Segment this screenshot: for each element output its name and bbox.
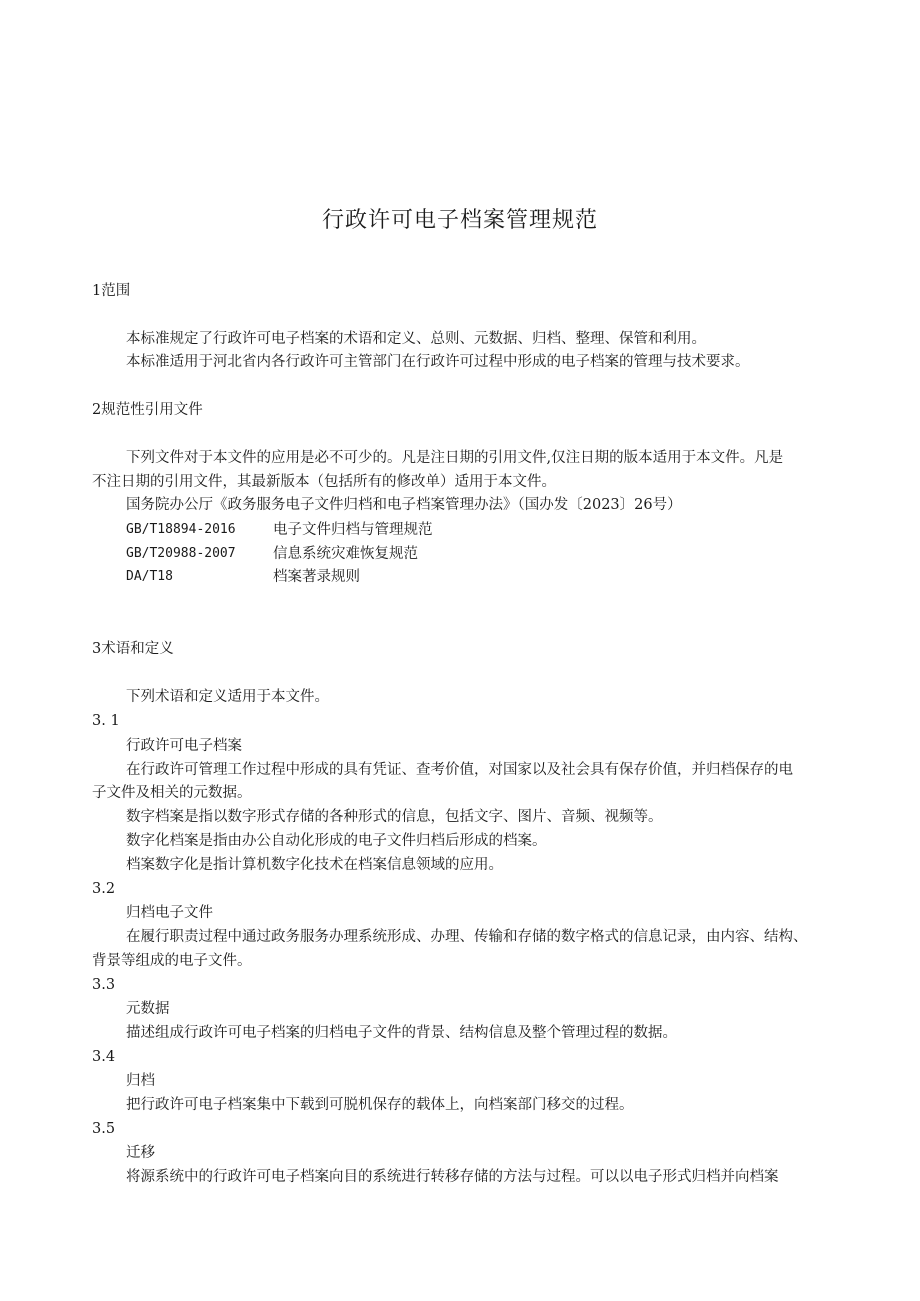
term-name: 归档电子文件 [126, 905, 213, 921]
reference-name: 电子文件归档与管理规范 [273, 522, 433, 538]
term-definition: 描述组成行政许可电子档案的归档电子文件的背景、结构信息及整个管理过程的数据。 [126, 1025, 677, 1041]
paragraph: 国务院办公厅《政务服务电子文件归档和电子档案管理办法》（国办发〔2023〕26号） [126, 497, 682, 513]
paragraph: 本标准规定了行政许可电子档案的术语和定义、总则、元数据、归档、整理、保管和利用。 [126, 331, 706, 347]
reference-code: GB/T18894-2016 [126, 522, 236, 537]
term-name: 元数据 [126, 1001, 170, 1017]
section-heading-references: 2规范性引用文件 [92, 402, 203, 418]
paragraph: 数字档案是指以数字形式存储的各种形式的信息，包括文字、图片、音频、视频等。 [126, 809, 663, 825]
term-definition: 在履行职责过程中通过政务服务办理系统形成、办理、传输和存储的数字格式的信息记录，由内容、结构、 [126, 929, 808, 945]
reference-name: 档案著录规则 [273, 569, 360, 585]
paragraph: 档案数字化是指计算机数字化技术在档案信息领域的应用。 [126, 857, 503, 873]
paragraph-continuation: 不注日期的引用文件，其最新版本（包括所有的修改单）适用于本文件。 [92, 474, 556, 490]
term-number: 3.4 [92, 1049, 116, 1065]
paragraph: 本标准适用于河北省内各行政许可主管部门在行政许可过程中形成的电子档案的管理与技术要求。 [126, 354, 750, 370]
document-title: 行政许可电子档案管理规范 [321, 208, 598, 233]
paragraph: 下列文件对于本文件的应用是必不可少的。凡是注日期的引用文件,仅注日期的版本适用于本文件。凡是 [126, 450, 784, 466]
paragraph: 数字化档案是指由办公自动化形成的电子文件归档后形成的档案。 [126, 833, 547, 849]
section-heading-scope: 1范围 [92, 283, 131, 299]
term-definition: 将源系统中的行政许可电子档案向目的系统进行转移存储的方法与过程。可以以电子形式归档并向档案 [126, 1169, 779, 1185]
term-name: 行政许可电子档案 [126, 738, 242, 754]
term-number: 3.2 [92, 881, 116, 897]
term-name: 归档 [126, 1073, 155, 1089]
term-number: 3. 1 [92, 713, 120, 729]
term-number: 3.3 [92, 977, 116, 993]
reference-code: DA/T18 [126, 569, 173, 584]
term-definition: 在行政许可管理工作过程中形成的具有凭证、查考价值，对国家以及社会具有保存价值，并归档保存的电 [126, 762, 793, 778]
reference-name: 信息系统灾难恢复规范 [273, 546, 418, 562]
reference-code: GB/T20988-2007 [126, 546, 236, 561]
term-number: 3.5 [92, 1121, 116, 1137]
term-definition-continuation: 子文件及相关的元数据。 [92, 785, 252, 801]
section-heading-terms: 3术语和定义 [92, 641, 174, 657]
term-definition: 把行政许可电子档案集中下载到可脱机保存的载体上，向档案部门移交的过程。 [126, 1097, 634, 1113]
term-definition-continuation: 背景等组成的电子文件。 [92, 953, 252, 969]
paragraph: 下列术语和定义适用于本文件。 [126, 689, 329, 705]
term-name: 迁移 [126, 1145, 155, 1161]
